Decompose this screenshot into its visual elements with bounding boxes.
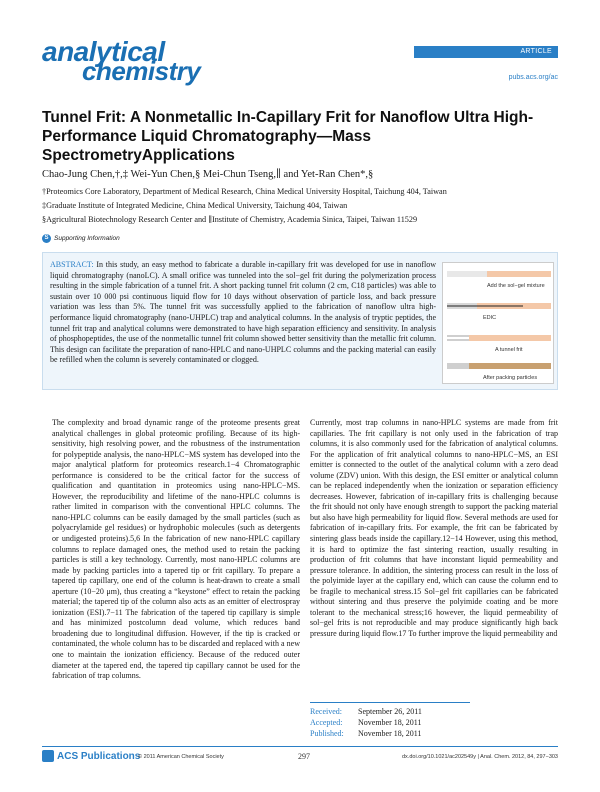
author-list: Chao-Jung Chen,†,‡ Wei-Yun Chen,§ Mei-Chun Tseng,∥ and Yet-Ran Chen*,§ <box>42 169 374 180</box>
history-label: Received: <box>310 707 342 716</box>
history-label: Published: <box>310 729 344 738</box>
tunnel-orifice <box>447 337 469 339</box>
tunnel-frit-diagram <box>443 263 555 385</box>
copyright: © 2011 American Chemical Society <box>138 754 224 760</box>
body-paragraph: Currently, most trap columns in nano-HPLC systems are made from frit capillaries. The frit capillary is not only used in the fabrication of trap columns, it is also commonly used for the fabrication of analytical columns. For the application of frit analytical columns to nano-HPLC−MS, an ESI emitter is connected to the outlet of the analytical column with a zero dead volume (ZDV) union. With this design, the ESI emitter or analytical column can be replaced independently when the ionization or separation efficiency decreases. However, fabrication of in-capillary frits is challenging because the frit should not only have enough strength to support the packing material but also have high permeability for liquid flow. Several methods are used for fabrication of in-capillary frits. For example, the frit can be fabricated by sintering glass beads inside the capillary.12−14 However, using this method, it is hard to optimize the fast sintering reaction, usually resulting in production of frit columns that have inconstant liquid permeability and pressure tolerance. In addition, the sintering process can result in the loss of the polyimide layer at the capillary end, which can cause the column end to be fragile to mechanical stress.15 Sol−gel frit capillaries can be fabricated without sintering and thus preserve the polyimide coating and be more tolerant to the mechanical stress;16 however, the liquid permeability of sol−gel frits is not reproducible and may produce significantly high back pressure during liquid flow.17 To further improve the liquid permeability and <box>310 418 558 638</box>
packing-particles <box>469 363 551 369</box>
history-received <box>310 706 470 717</box>
affiliation-1: †Proteomics Core Laboratory, Department of Medical Research, China Medical University Hospital, Taichung 404, Taiwan <box>42 187 447 196</box>
paper-title: Tunnel Frit: A Nonmetallic In-Capillary Frit for Nanoflow Ultra High-Performance Liquid Chromatography—Mass SpectrometryApplications <box>42 109 534 164</box>
supporting-info-icon: S <box>42 234 51 243</box>
article-badge: ARTICLE <box>414 46 558 58</box>
doi-citation[interactable]: dx.doi.org/10.1021/ac202549y | Anal. Chem. 2012, 84, 297−303 <box>401 754 558 760</box>
abstract <box>50 260 436 366</box>
page-number: 297 <box>298 752 310 761</box>
body-left-column <box>52 418 300 682</box>
history-accepted <box>310 717 470 728</box>
affiliation-3: §Agricultural Biotechnology Research Center and ∥Institute of Chemistry, Academia Sinica, Taipei, Taiwan 11529 <box>42 215 418 224</box>
body-right-column <box>310 418 558 639</box>
toc-graphic <box>442 262 554 384</box>
toc-label-3: A tunnel frit <box>495 347 523 353</box>
acs-icon <box>42 750 54 762</box>
logo-line1: analytical <box>42 36 165 67</box>
toc-label-1: Add the sol−gel mixture <box>487 283 545 289</box>
toc-label-2: EDIC <box>483 315 497 321</box>
history-date: September 26, 2011 <box>358 707 422 716</box>
history-date: November 18, 2011 <box>358 718 422 727</box>
acs-publications-logo <box>42 750 140 762</box>
publication-history <box>310 702 470 739</box>
footer-divider <box>42 746 558 747</box>
abstract-label: ABSTRACT: <box>50 260 94 269</box>
history-label: Accepted: <box>310 718 343 727</box>
intro-paragraph: The complexity and broad dynamic range of the proteome presents great analytical challenges in global proteomic profiling. Because of its high-sensitivity, high resolving power, and the robustness of the instrumentation for polypeptide analysis, the nano-HPLC−MS system has developed into the major analytical platform for proteomics research.1−4 Chromatographic performance is considered to be the critical factor for the success of qualification and quantitation in proteomics using nano-HPLC−MS. However, the reproducibility and lifetime of the nano-HPLC columns is rather limited in comparison with the conventional HPLC columns. The nano-HPLC columns can be easily damaged by the small particles (such as polyacrylamide gel residues) or hydrophobic molecules (such as detergents or undigested proteins).5,6 In the fabrication of new nano-HPLC capillary columns to replace damaged ones, the method used to retain the packing particles is still a key technology. Currently, most nano-HPLC columns are made by packing particles into a tapered tip or frit capillary. To prepare a tapered tip capillary, one end of the column is heat-drawn to create a small aperture (10−20 μm), thus creating a “keystone” effect to retain the packing material; the tapered tip of the column also acts as an emitter of electrospray ionization (ESI).7−11 The fabrication of the tapered tip capillary is simple and has minimized postcolumn dead volume, which reduces band broadening due to longitudinal diffusion. However, if the tip is cracked or contaminated, the whole column has to be discarded and replaced with a new one to maintain the ionization efficiency. Because of the reduced outer diameter at the tapered end, the tapered tip capillary cannot be used for the fabrication of trap columns. <box>52 418 300 681</box>
toc-label-4: After packing particles <box>483 375 538 381</box>
solgel-fill-1 <box>447 271 487 277</box>
logo-line2: chemistry <box>82 56 201 86</box>
publisher-name: ACS Publications <box>57 750 141 762</box>
affiliation-2: ‡Graduate Institute of Integrated Medicine, China Medical University, Taichung 404, Taiwan <box>42 201 348 210</box>
journal-url[interactable]: pubs.acs.org/ac <box>508 74 558 81</box>
supporting-info-link[interactable] <box>42 234 120 243</box>
tunnel-frit-packed <box>447 363 469 369</box>
supporting-info-label: Supporting Information <box>54 235 120 242</box>
history-date: November 18, 2011 <box>358 729 422 738</box>
abstract-body: In this study, an easy method to fabricate a durable in-capillary frit was developed for use in nanoflow liquid chromatography (nanoLC). A small orifice was tunneled into the sol−gel frit during the polymerization process resulting in the simple fabrication of a tunnel frit. A short packing tunnel frit column (2 cm, C18 particles) was able to sustain over 10 000 psi continuous liquid flow for 10 days without observation of particle loss, and back pressure variation was less than 5%. The tunnel frit was successfully applied to the fabrication of nanoflow ultra high-performance liquid chromatography (nano-UHPLC) trap and analytical columns. In the analysis of tryptic peptides, the tunnel frit trap and analytical columns were demonstrated to have high separation efficiency and sensitivity. In analysis of phosphopeptides, the use of the nonmetallic tunnel frit column showed better sensitivity than the metallic frit column. This design can facilitate the preparation of nano-HPLC and nano-UHPLC columns and the packing material can easily be refilled when the column is severely contaminated or clogged. <box>50 260 436 365</box>
history-published <box>310 728 470 739</box>
journal-logo <box>42 36 242 86</box>
